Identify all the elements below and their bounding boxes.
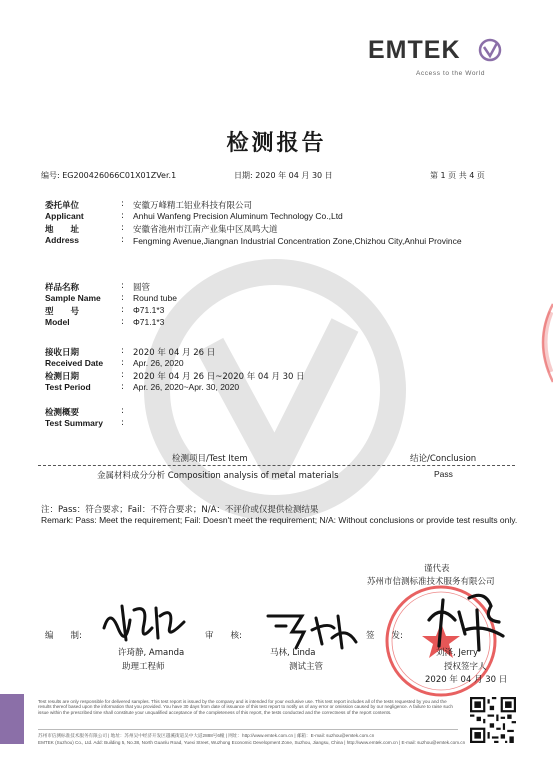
table-header-conclusion: 结论/Conclusion — [410, 454, 477, 464]
signer-title: 授权签字人 — [444, 662, 487, 672]
company-name: 苏州市信测标准技术服务有限公司 — [367, 577, 495, 587]
reviewer-name: 马林, Linda — [270, 648, 316, 658]
model-label-cn: 型 号 — [45, 307, 80, 317]
summary-label-en: Test Summary — [45, 418, 103, 428]
colon: : — [121, 382, 124, 392]
applicant-cn: 安徽万峰精工铝业科技有限公司 — [133, 201, 253, 211]
on-behalf-text: 谨代表 — [424, 564, 450, 574]
brand-check-icon — [478, 38, 502, 62]
signer-signature-icon — [425, 590, 505, 652]
table-row-conclusion: Pass — [434, 469, 453, 479]
period-cn: 2020 年 04 月 26 日~2020 年 04 月 30 日 — [133, 372, 305, 382]
compiler-name: 许琦静, Amanda — [118, 648, 185, 658]
qr-code-icon — [470, 697, 516, 743]
table-header-item: 检测项目/Test Item — [172, 454, 248, 464]
colon: : — [121, 370, 124, 380]
reviewer-title: 测试主管 — [289, 662, 324, 672]
report-date: 日期: 2020 年 04 月 30 日 — [234, 171, 333, 180]
colon: : — [121, 305, 124, 315]
received-label-en: Received Date — [45, 358, 104, 368]
colon: : — [121, 406, 124, 416]
footer-disclaimer: Test results are only responsible for delivered samples. This test report is issued by the company and is intended for your exclusive use. This test report includes all of the tests requested by you and the results thereof based upon the information that you provided. You have 30 days from date of issuance of this test report to notify us of any error or omission caused by our negligence. A failure to raise such issue within the prescribed time shall constitute your unqualified acceptance of the completeness of this report, the tests conducted and the correctness of the report contents. — [38, 699, 453, 715]
brand-tagline: Access to the World — [416, 70, 486, 77]
colon: : — [121, 418, 124, 428]
page-count: 第 1 页 共 4 页 — [430, 171, 485, 180]
received-en: Apr. 26, 2020 — [133, 358, 184, 368]
applicant-label-cn: 委托单位 — [45, 201, 80, 211]
colon: : — [121, 211, 124, 221]
period-label-en: Test Period — [45, 382, 91, 392]
table-header-divider — [38, 465, 515, 466]
compiler-title: 助理工程师 — [122, 662, 165, 672]
applicant-label-en: Applicant — [45, 211, 84, 221]
model-en: Φ71.1*3 — [133, 317, 165, 327]
colon: : — [121, 317, 124, 327]
partial-stamp-icon — [531, 300, 553, 385]
signed-label: 签 发: — [366, 631, 403, 641]
summary-label-cn: 检测概要 — [45, 408, 80, 418]
address-label-cn: 地 址 — [45, 225, 80, 235]
address-label-en: Address — [45, 235, 80, 245]
period-label-cn: 检测日期 — [45, 372, 80, 382]
reviewed-label: 审 核: — [205, 631, 242, 641]
colon: : — [121, 199, 124, 209]
page-title: 检测报告 — [226, 130, 327, 156]
footer-en-address: EMTEK (Suzhou) Co., Ltd. Add: Building 5, No.38, North Guanlu Road, Yuexi Street, Wuzhong Economic Development Zone, Suzhou, Jiangsu, China | http://www.emtek.com.cn | E-mail: suzhou@emtek.com.cn — [38, 740, 466, 745]
brand-logo — [368, 36, 508, 80]
colon: : — [121, 223, 124, 233]
colon: : — [121, 281, 124, 291]
address-en: Fengming Avenue,Jiangnan Industrial Concentration Zone,Chizhou City,Anhui Province — [133, 236, 462, 246]
sample-label-en: Sample Name — [45, 293, 101, 303]
compiler-signature-icon — [100, 598, 190, 648]
report-number: 编号: EG200426066C01X01ZVer.1 — [41, 171, 177, 180]
brand-name: EMTEK — [368, 36, 461, 64]
applicant-en: Anhui Wanfeng Precision Aluminum Technology Co.,Ltd — [133, 211, 343, 221]
model-label-en: Model — [45, 317, 70, 327]
colon: : — [121, 235, 124, 245]
sample-cn: 圆管 — [133, 283, 151, 293]
sample-en: Round tube — [133, 293, 177, 303]
footer-cn-address: 苏州市信测标准技术服务有限公司 | 地址：苏州吴中经济开发区越溪街道吴中大道2888号6幢 | 网址：http://www.emtek.com.cn | 邮箱：E-mail: suzhou@emtek.com.cn — [38, 733, 375, 738]
sign-date: 2020 年 04 月 30 日 — [425, 675, 508, 685]
model-cn: Φ71.1*3 — [133, 305, 165, 315]
period-en: Apr. 26, 2020~Apr. 30, 2020 — [133, 382, 240, 392]
signer-name: 刘泽, Jerry — [436, 648, 479, 658]
footer-accent-bar — [0, 694, 24, 744]
colon: : — [121, 358, 124, 368]
address-cn: 安徽省池州市江南产业集中区凤鸣大道 — [133, 225, 278, 235]
colon: : — [121, 346, 124, 356]
table-row-item: 金属材料成分分析 Composition analysis of metal materials — [97, 471, 339, 481]
colon: : — [121, 293, 124, 303]
note-en: Remark: Pass: Meet the requirement; Fail: Doesn't meet the requirement; N/A: Without conclusions or provide test results only. — [41, 515, 518, 525]
compiled-label: 编 制: — [45, 631, 82, 641]
sample-label-cn: 样品名称 — [45, 283, 80, 293]
note-cn: 注：Pass：符合要求；Fail：不符合要求；N/A：不评价或仅提供检测结果 — [41, 505, 319, 515]
received-cn: 2020 年 04 月 26 日 — [133, 348, 216, 358]
received-label-cn: 接收日期 — [45, 348, 80, 358]
footer-divider — [38, 729, 458, 730]
